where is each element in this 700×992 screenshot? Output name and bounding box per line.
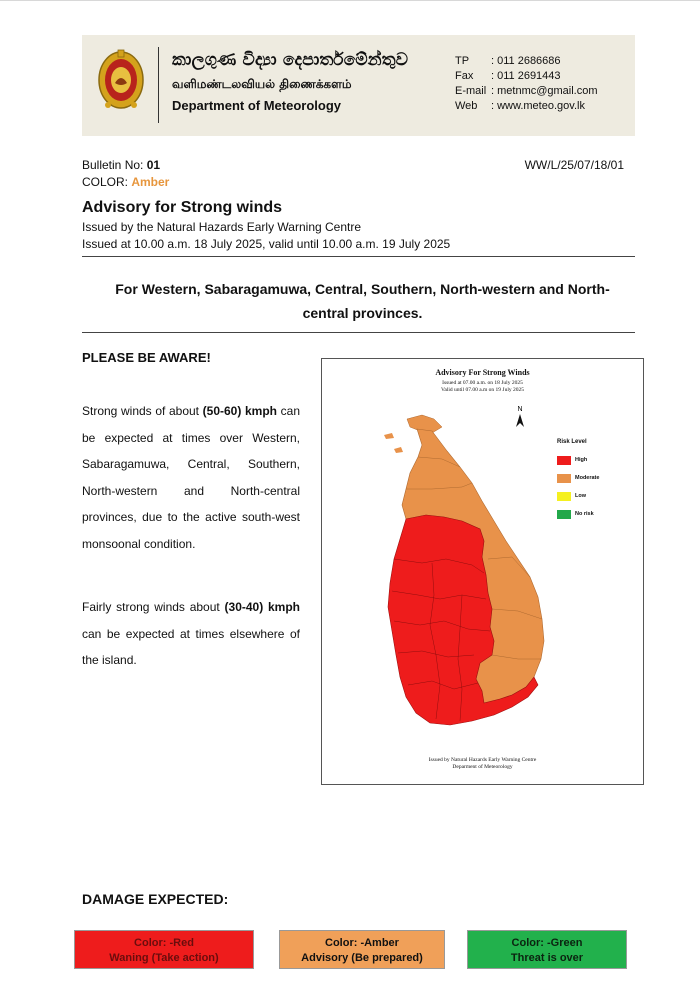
top-border bbox=[0, 0, 700, 1]
advisory-title: Advisory for Strong winds bbox=[82, 199, 283, 216]
contact-fax: Fax : 011 2691443 bbox=[455, 70, 561, 82]
contact-phone: TP : 011 2686686 bbox=[455, 55, 561, 67]
map-valid: Valid until 07.00 a.m on 19 July 2025 bbox=[441, 387, 524, 393]
national-emblem-icon bbox=[96, 47, 146, 113]
damage-red-box: Color: -Red Waning (Take action) bbox=[74, 930, 254, 969]
map-issued: Issued at 07.00 a.m. on 18 July 2025 bbox=[442, 380, 523, 386]
svg-text:N: N bbox=[517, 406, 523, 413]
map-island bbox=[384, 433, 394, 439]
advisory-paragraph-2: Fairly strong winds about (30-40) kmph can be expected at times elsewhere of the island. bbox=[82, 600, 300, 667]
org-name-tamil: வளிமண்டலவியல் திணைக்களம் bbox=[172, 77, 352, 91]
reference-code: WW/L/25/07/18/01 bbox=[524, 158, 624, 172]
contact-email[interactable]: E-mail : metnmc@gmail.com bbox=[455, 85, 598, 97]
legend-low: Low bbox=[557, 487, 599, 505]
provinces-heading: For Western, Sabaragamuwa, Central, Southern, North-western and North- central provinces. bbox=[115, 281, 610, 321]
advisory-paragraph-1: Strong winds of about (50-60) kmph can be expected at times over Western, Sabaragamuwa, Central, Southern, North-western and North-central provinces, due to the active south-west monsoonal condition. bbox=[82, 404, 300, 551]
please-be-aware: PLEASE BE AWARE! bbox=[82, 350, 211, 365]
bulletin-number: Bulletin No: 01 bbox=[82, 158, 161, 172]
map-title: Advisory For Strong Winds bbox=[435, 368, 530, 377]
legend-moderate: Moderate bbox=[557, 469, 599, 487]
sri-lanka-map bbox=[322, 359, 643, 784]
issued-at: Issued at 10.00 a.m. 18 July 2025, valid until 10.00 a.m. 19 July 2025 bbox=[82, 237, 451, 251]
legend-no-risk: No risk bbox=[557, 505, 599, 523]
org-name-sinhala: කාලගුණ විද්‍යා දෙපාර්තමේන්තුව bbox=[172, 50, 409, 70]
letterhead bbox=[82, 35, 635, 136]
contact-web[interactable]: Web : www.meteo.gov.lk bbox=[455, 100, 585, 112]
issued-by: Issued by the Natural Hazards Early Warning Centre bbox=[82, 220, 362, 234]
legend-high: High bbox=[557, 451, 599, 469]
org-name-english: Department of Meteorology bbox=[172, 98, 342, 113]
contact-block bbox=[455, 54, 598, 114]
damage-green-box: Color: -Green Threat is over bbox=[467, 930, 627, 969]
risk-map-panel bbox=[321, 358, 644, 785]
map-island bbox=[394, 447, 403, 453]
map-legend: Risk Level High Moderate Low No risk bbox=[557, 439, 599, 523]
map-footer: Issued by Natural Hazards Early Warning Centre Deparment of Meteorology bbox=[428, 757, 537, 770]
north-arrow-icon bbox=[516, 406, 524, 427]
color-level: COLOR: Amber bbox=[82, 175, 170, 189]
provinces-rule bbox=[82, 332, 635, 333]
damage-amber-box: Color: -Amber Advisory (Be prepared) bbox=[279, 930, 445, 969]
header-rule bbox=[82, 256, 635, 257]
damage-expected-title: DAMAGE EXPECTED: bbox=[82, 891, 229, 907]
letterhead-divider bbox=[158, 47, 159, 123]
